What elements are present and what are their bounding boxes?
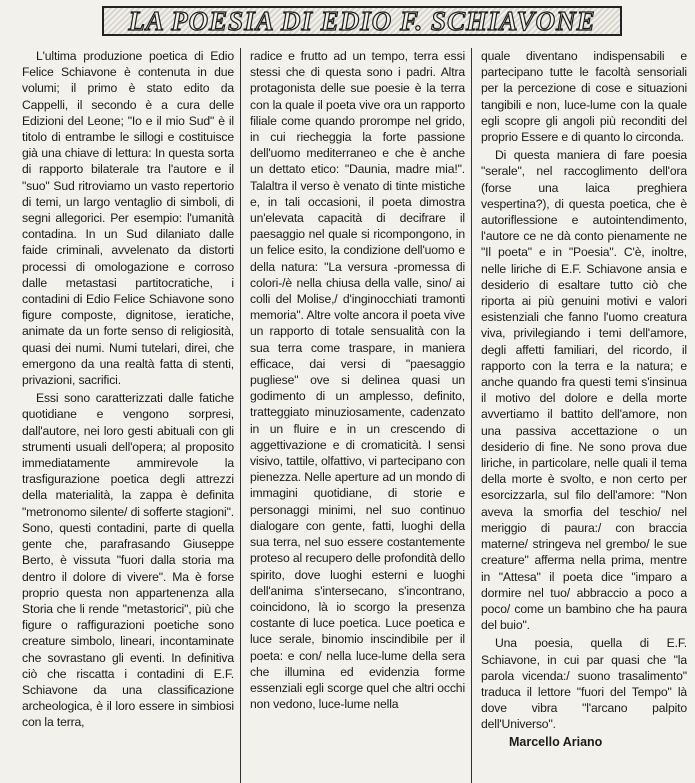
title-banner	[102, 6, 622, 36]
column-1	[22, 48, 240, 783]
paragraph: Di questa maniera di fare poesia "serale", nel raccoglimento dell'ora (forse una laica preghiera vespertina?), di questa poetica, che è autoriflessione e autointendimento, l'autore ce ne dà conto pienamente ne "Il poeta" e in "Poesia". C'è, inoltre, nelle liriche di E.F. Schiavone ansia e desiderio di esaltare tutto ciò che riporta ai più genuini motivi e valori esistenziali che fanno l'uomo creatura viva, privilegiando i temi dell'amore, degli affetti familiari, del ricordo, il rapporto con la terra e la natura; e anche quando fra questi temi s'insinua il motivo del dolore e della morte avvertiamo il battito dell'amore, non una passiva accettazione o un desiderio di fine. Ne sono prova due liriche, in particolare, nelle quali il tema della morte è svolto, e non certo per esorcizzarla, sul filo dell'amore: "Non aveva la smorfia del teschio/ nel meriggio di paura:/ con braccia materne/ stringeva nel grembo/ le sue creature" afferma nella prima, mentre in "Attesa" il poeta dice "imparo a dormire nel tuo/ abbraccio a poco a poco/ come un bambino che ha paura del buio".	[481, 148, 687, 633]
paragraph: quale diventano indispensabili e partecipano tutte le facoltà sensoriali per la percezione di cose e situazioni tangibili e non, luce-lume con la quale egli scopre gli angoli più reconditi del proprio Essere e di quanto lo circonda.	[481, 49, 687, 145]
author-signature: Marcello Ariano	[509, 734, 603, 749]
article-body	[22, 48, 687, 783]
paragraph: L'ultima produzione poetica di Edio Felice Schiavone è contenuta in due volumi; il primo è stato edito da Cappelli, il secondo è a cura delle Edizioni del Leone; "Io e il mio Sud" è il titolo di entrambe le sillogi e costituisce già una chiave di lettura: In questa sorta di rapporto bilaterale tra l'autore e il "suo" Sud ritroviamo un vasto repertorio di temi, un largo ventaglio di simboli, di segni allegorici. Per esempio: l'umanità contadina. In un Sud dilaniato dalle faide criminali, avvelenato da distorti processi di omologazione e corroso dalle metastasi partitocratiche, i contadini di Edio Felice Schiavone sono figure composte, dignitose, ieratiche, animate da un forte senso di religiosità, quasi dei numi. Numi tutelari, direi, che emergono da una realtà fatta di stenti, privazioni, sacrifici.	[22, 49, 234, 388]
column-2	[240, 48, 471, 783]
article-title: LA POESIA DI EDIO F. SCHIAVONE	[128, 5, 596, 36]
paragraph: Essi sono caratterizzati dalle fatiche quotidiane e vengono sorpresi, dall'autore, nei loro gesti abituali con gli strumenti usuali dell'opera; al proposito immediatamente ammirevole la trasfigurazione poetica degli attrezzi della materialità, la zappa è definita "metronomo silente/ di sofferte stagioni". Sono, questi contadini, parte di quella gente che, parafrasando Giuseppe Berto, è vissuta "fuori dalla storia ma dentro il dolore di vivere". Ma è forse proprio questa non appartenenza alla Storia che li rende "metastorici", più che figure o raffigurazioni poetiche sono creature simbolo, lineari, incontaminate che sovrastano gli eventi. In definitiva ciò che riscatta i contadini di E.F. Schiavone da una classificazione archeologica, è il loro essere in simbiosi con la terra,	[22, 391, 234, 730]
paragraph: radice e frutto ad un tempo, terra essi stessi che di questa sono i padri. Altra protagonista delle sue poesie è la terra con la quale il poeta vive ora un rapporto filiale come quando prorompe nel grido, in cui riecheggia la forte passione dell'uomo mediterraneo e che è anche un dettato etico: "Daunia, madre mia!". Talaltra il verso è venato di tinte mistiche e, in tali occasioni, il poeta dimostra un'elevata capacità di decifrare il paesaggio nel quale si ricompongono, in un felice esito, la condizione dell'uomo e della natura: "La versura -promessa di colori-/è nella chiusa della valle, sino/ ai colli del Molise,/ d'inginocchiati tramonti memoria". Altre volte ancora il poeta vive un rapporto di totale sensualità con la sua terra come traspare, in maniera efficace, dai versi di "paesaggio pugliese" ove si delinea quasi un godimento di un amplesso, definito, tratteggiato minuziosamente, cadenzato in un fluire e in un crescendo di aggettivazione e di cromaticità. I sensi visivo, tattile, olfattivo, vi partecipano con pienezza. Nelle aperture ad un mondo di immagini quotidiane, di storie e personaggi minimi, nel suo continuo dialogare con gente, fatti, luoghi della sua terra, nel suo essere costantemente proteso al recupero delle profondità dello spirito, dove luoghi esterni e luoghi dell'anima s'intersecano, s'incontrano, coincidono, là io scorgo la presenza costante di luce poetica. Luce poetica e luce serale, binomio inscindibile per il poeta: e con/ nella luce-lume della sera che illumina ed evidenzia forme essenziali egli scorge quel che altri occhi non vedono, luce-lume nella	[250, 49, 465, 712]
paragraph: Una poesia, quella di E.F. Schiavone, in cui par quasi che "la parola vicenda:/ suono trasalimento" traduca il lettore "fuori del Tempo" là dove vibra "l'arcano palpito dell'Universo".	[481, 636, 687, 732]
column-3	[471, 48, 687, 783]
